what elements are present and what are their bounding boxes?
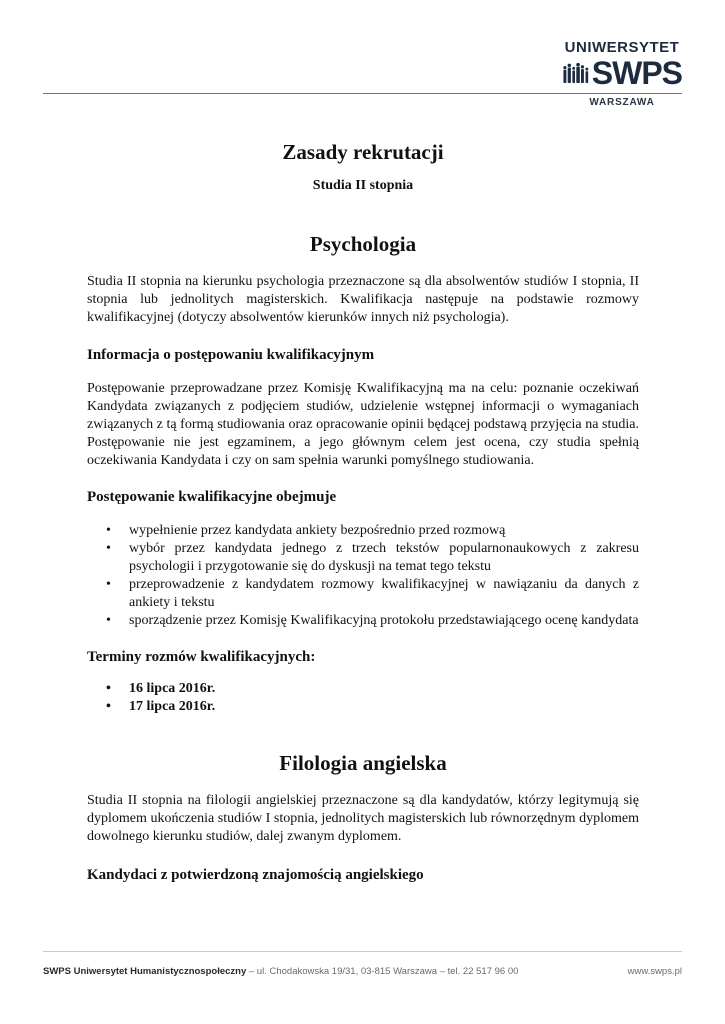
header-divider [43, 93, 682, 94]
people-silhouettes-icon [562, 57, 590, 87]
footer-website-link[interactable]: www.swps.pl [627, 966, 682, 977]
dates-list [87, 680, 639, 716]
process-list [87, 522, 639, 630]
page-title: Zasady rekrutacji [282, 140, 444, 164]
logo-swps-text: SWPS [591, 55, 682, 91]
footer-divider [43, 951, 682, 952]
list-item: • sporządzenie przez Komisję Kwalifikacyjną protokołu przedstawiającego ocenę kandydata [129, 612, 639, 630]
english-subheading: Kandydaci z potwierdzoną znajomością angielskiego [87, 867, 424, 883]
psychology-heading: Psychologia [309, 232, 417, 256]
english-intro: Studia II stopnia na filologii angielskiej przeznaczone są dla kandydatów, którzy legitymują się dyplomem ukończenia studiów I stopnia, jednolitych magisterskich lub równorzędnym dyplomem dowolnego kierunku studiów, dalej zwanym dyplomem. [87, 793, 639, 844]
footer-address: – ul. Chodakowska 19/31, 03-815 Warszawa – tel. 22 517 96 00 [246, 966, 519, 977]
dates-heading: Terminy rozmów kwalifikacyjnych: [87, 649, 316, 665]
footer-org: SWPS Uniwersytet Humanistycznospołeczny [43, 966, 247, 977]
info-text: Postępowanie przeprowadzane przez Komisję Kwalifikacyjną ma na celu: poznanie oczekiwań Kandydata związanych z podjęciem studiów, udzielenie wstępnej informacji o wymaganiach związanych z tą formą studiowania oraz opracowanie opinii będącej podstawą przyjęcia na studia. Postępowanie nie jest egzaminem, a jego głównym celem jest ocena, czy studia spełnią oczekiwania Kandydata i czy on sam spełnia warunki pomyślnego studiowania. [87, 381, 639, 468]
page-subtitle: Studia II stopnia [312, 178, 414, 193]
logo-top-text: UNIWERSYTET [564, 39, 680, 56]
list-item: • wypełnienie przez kandydata ankiety bezpośrednio przed rozmową [129, 522, 639, 540]
info-heading: Informacja o postępowaniu kwalifikacyjnym [87, 347, 375, 363]
list-item: • wybór przez kandydata jednego z trzech tekstów popularnonaukowych z zakresu psychologii i przygotowanie się do dyskusji na temat tego tekstu [129, 540, 639, 576]
logo-city-text: WARSZAWA [589, 97, 655, 108]
logo-main [562, 55, 682, 91]
list-item: • przeprowadzenie z kandydatem rozmowy kwalifikacyjnej w nawiązaniu da danych z ankiety i tekstu [129, 576, 639, 612]
english-heading: Filologia angielska [279, 751, 447, 775]
university-logo [562, 40, 682, 108]
date-item: • 16 lipca 2016r. [129, 680, 639, 698]
process-heading: Postępowanie kwalifikacyjne obejmuje [87, 489, 337, 505]
psychology-intro: Studia II stopnia na kierunku psychologia przeznaczone są dla absolwentów studiów I stopnia, II stopnia lub jednolitych magisterskich. Kwalifikacja następuje na podstawie rozmowy kwalifikacyjnej (dotyczy absolwentów kierunków innych niż psychologia). [87, 274, 639, 325]
document-body [87, 138, 639, 885]
footer-contact [43, 966, 518, 977]
date-item: • 17 lipca 2016r. [129, 698, 639, 716]
